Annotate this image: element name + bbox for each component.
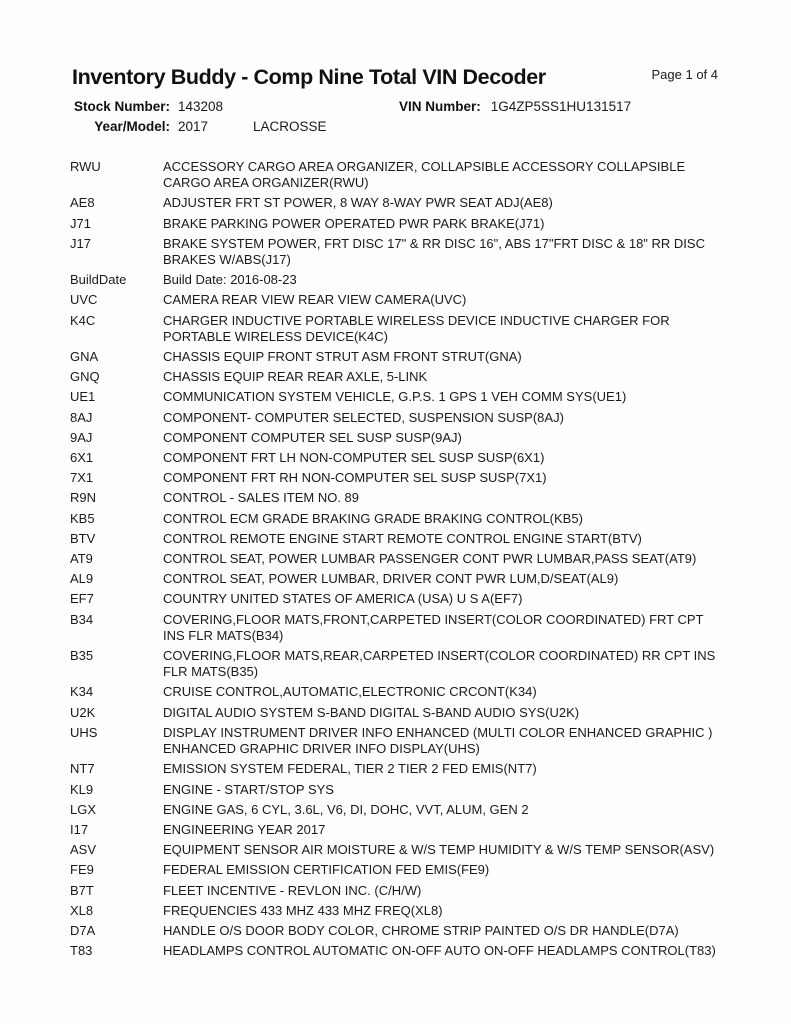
- entry-row: [70, 551, 736, 567]
- entry-code: KB5: [70, 510, 95, 526]
- entry-code: U2K: [70, 704, 96, 720]
- model-value: LACROSSE: [253, 119, 327, 134]
- entry-code: T83: [70, 943, 93, 959]
- entry-row: [70, 313, 736, 345]
- entry-code: UVC: [70, 292, 98, 308]
- vin-number-value: 1G4ZP5SS1HU131517: [490, 99, 632, 114]
- entry-code: 8AJ: [70, 409, 93, 425]
- entry-description: ACCESSORY CARGO AREA ORGANIZER, COLLAPSIBLE ACCESSORY COLLAPSIBLE CARGO AREA ORGANIZER(RWU): [163, 159, 686, 191]
- entry-code: XL8: [70, 902, 94, 918]
- entry-row: [70, 450, 736, 466]
- entry-code: R9N: [70, 490, 97, 506]
- entry-description: CONTROL SEAT, POWER LUMBAR PASSENGER CONT PWR LUMBAR,PASS SEAT(AT9): [163, 551, 697, 567]
- entry-row: [70, 648, 736, 680]
- entry-description: FLEET INCENTIVE - REVLON INC. (C/H/W): [163, 882, 422, 898]
- entry-description: Build Date: 2016-08-23: [163, 272, 297, 288]
- year-value: 2017: [178, 119, 209, 134]
- header-row-year-model: [70, 117, 736, 137]
- entry-code: K34: [70, 684, 94, 700]
- entry-row: [70, 842, 736, 858]
- entry-row: [70, 571, 736, 587]
- entry-row: [70, 923, 736, 939]
- entry-row: [70, 531, 736, 547]
- entry-row: [70, 159, 736, 191]
- entry-code: GNA: [70, 349, 99, 365]
- header-row-stock-vin: [70, 97, 736, 117]
- entry-row: [70, 903, 736, 919]
- entry-description: DIGITAL AUDIO SYSTEM S-BAND DIGITAL S-BAND AUDIO SYS(U2K): [163, 704, 580, 720]
- entry-description: ADJUSTER FRT ST POWER, 8 WAY 8-WAY PWR SEAT ADJ(AE8): [163, 195, 553, 211]
- entry-row: [70, 684, 736, 700]
- entry-description: CONTROL SEAT, POWER LUMBAR, DRIVER CONT PWR LUM,D/SEAT(AL9): [163, 571, 619, 587]
- entry-description: HEADLAMPS CONTROL AUTOMATIC ON-OFF AUTO ON-OFF HEADLAMPS CONTROL(T83): [163, 943, 716, 959]
- entry-row: [70, 195, 736, 211]
- entry-description: COMPONENT COMPUTER SEL SUSP SUSP(9AJ): [163, 429, 462, 445]
- entry-row: [70, 389, 736, 405]
- entry-description: COUNTRY UNITED STATES OF AMERICA (USA) U S A(EF7): [163, 591, 523, 607]
- entry-code: B7T: [70, 882, 94, 898]
- entry-code: 6X1: [70, 450, 94, 466]
- entry-code: BuildDate: [70, 272, 127, 288]
- entry-description: FREQUENCIES 433 MHZ 433 MHZ FREQ(XL8): [163, 902, 443, 918]
- entry-code: J71: [70, 215, 91, 231]
- entry-code: D7A: [70, 922, 96, 938]
- entry-code: AL9: [70, 571, 94, 587]
- entry-description: BRAKE SYSTEM POWER, FRT DISC 17" & RR DISC 16", ABS 17"FRT DISC & 18" RR DISC BRAKES W/ABS(J17): [163, 235, 705, 268]
- entry-code: LGX: [70, 801, 97, 817]
- entry-description: CAMERA REAR VIEW REAR VIEW CAMERA(UVC): [163, 292, 467, 308]
- entry-description: CHASSIS EQUIP FRONT STRUT ASM FRONT STRUT(GNA): [163, 349, 522, 365]
- entry-row: [70, 292, 736, 308]
- entry-row: [70, 216, 736, 232]
- entry-description: CHARGER INDUCTIVE PORTABLE WIRELESS DEVICE INDUCTIVE CHARGER FOR PORTABLE WIRELESS DEVICE(K4C): [163, 312, 670, 344]
- entry-row: [70, 802, 736, 818]
- entry-description: COVERING,FLOOR MATS,REAR,CARPETED INSERT(COLOR COORDINATED) RR CPT INS FLR MATS(B35): [163, 648, 716, 680]
- stock-number-label: Stock Number:: [73, 99, 170, 114]
- entry-row: [70, 822, 736, 838]
- entry-description: EMISSION SYSTEM FEDERAL, TIER 2 TIER 2 FED EMIS(NT7): [163, 761, 537, 777]
- page-indicator: Page 1 of 4: [651, 67, 718, 82]
- entry-code: J17: [70, 235, 91, 251]
- entry-row: [70, 761, 736, 777]
- entry-code: I17: [70, 821, 89, 837]
- entry-row: [70, 349, 736, 365]
- entry-description: COVERING,FLOOR MATS,FRONT,CARPETED INSERT(COLOR COORDINATED) FRT CPT INS FLR MATS(B34): [163, 611, 704, 643]
- entry-code: BTV: [70, 530, 96, 546]
- entry-code: AT9: [70, 551, 93, 567]
- entry-row: [70, 705, 736, 721]
- entry-description: COMPONENT FRT RH NON-COMPUTER SEL SUSP SUSP(7X1): [163, 470, 547, 486]
- entry-row: [70, 612, 736, 644]
- entry-row: [70, 883, 736, 899]
- entry-code: UHS: [70, 724, 98, 740]
- entry-code: B35: [70, 648, 94, 664]
- entry-description: CONTROL ECM GRADE BRAKING GRADE BRAKING CONTROL(KB5): [163, 510, 583, 526]
- entry-row: [70, 490, 736, 506]
- entry-description: EQUIPMENT SENSOR AIR MOISTURE & W/S TEMP HUMIDITY & W/S TEMP SENSOR(ASV): [163, 842, 715, 858]
- entry-code: ASV: [70, 842, 97, 858]
- entry-code: B34: [70, 611, 94, 627]
- vin-option-list: [70, 159, 736, 959]
- stock-number-value: 143208: [178, 99, 224, 114]
- entry-code: AE8: [70, 195, 95, 211]
- entry-description: CONTROL - SALES ITEM NO. 89: [163, 490, 360, 506]
- entry-row: [70, 862, 736, 878]
- entry-code: FE9: [70, 862, 94, 878]
- entry-row: [70, 782, 736, 798]
- title-row: [70, 64, 736, 90]
- vin-number-label: VIN Number:: [399, 99, 481, 114]
- entry-code: NT7: [70, 761, 95, 777]
- entry-description: ENGINE GAS, 6 CYL, 3.6L, V6, DI, DOHC, VVT, ALUM, GEN 2: [163, 801, 529, 817]
- entry-description: BRAKE PARKING POWER OPERATED PWR PARK BRAKE(J71): [163, 215, 545, 231]
- year-model-label: Year/Model:: [94, 119, 170, 134]
- entry-description: DISPLAY INSTRUMENT DRIVER INFO ENHANCED (MULTI COLOR ENHANCED GRAPHIC ) ENHANCED GRAPHIC DRIVER INFO DISPLAY(UHS): [163, 724, 713, 757]
- entry-code: RWU: [70, 159, 101, 174]
- entry-row: [70, 272, 736, 288]
- entry-description: FEDERAL EMISSION CERTIFICATION FED EMIS(FE9): [163, 862, 490, 878]
- entry-row: [70, 410, 736, 426]
- entry-row: [70, 236, 736, 268]
- entry-code: GNQ: [70, 369, 100, 385]
- entry-description: CRUISE CONTROL,AUTOMATIC,ELECTRONIC CRCONT(K34): [163, 684, 537, 700]
- entry-row: [70, 725, 736, 757]
- entry-code: KL9: [70, 781, 94, 797]
- entry-description: CHASSIS EQUIP REAR REAR AXLE, 5-LINK: [163, 369, 428, 385]
- entry-description: CONTROL REMOTE ENGINE START REMOTE CONTROL ENGINE START(BTV): [163, 530, 642, 546]
- entry-description: COMPONENT- COMPUTER SELECTED, SUSPENSION SUSP(8AJ): [163, 409, 564, 425]
- entry-code: K4C: [70, 312, 96, 328]
- entry-row: [70, 430, 736, 446]
- entry-row: [70, 511, 736, 527]
- entry-description: COMPONENT FRT LH NON-COMPUTER SEL SUSP SUSP(6X1): [163, 450, 545, 466]
- entry-code: 9AJ: [70, 429, 93, 445]
- entry-row: [70, 943, 736, 959]
- entry-code: 7X1: [70, 470, 94, 486]
- entry-row: [70, 591, 736, 607]
- entry-description: HANDLE O/S DOOR BODY COLOR, CHROME STRIP PAINTED O/S DR HANDLE(D7A): [163, 922, 679, 938]
- entry-description: ENGINE - START/STOP SYS: [163, 781, 334, 797]
- entry-code: UE1: [70, 389, 96, 405]
- page-title: Inventory Buddy - Comp Nine Total VIN Decoder: [72, 65, 546, 89]
- entry-description: COMMUNICATION SYSTEM VEHICLE, G.P.S. 1 GPS 1 VEH COMM SYS(UE1): [163, 389, 627, 405]
- entry-row: [70, 470, 736, 486]
- header-info: [70, 97, 736, 137]
- entry-code: EF7: [70, 591, 94, 607]
- entry-description: ENGINEERING YEAR 2017: [163, 821, 326, 837]
- entry-row: [70, 369, 736, 385]
